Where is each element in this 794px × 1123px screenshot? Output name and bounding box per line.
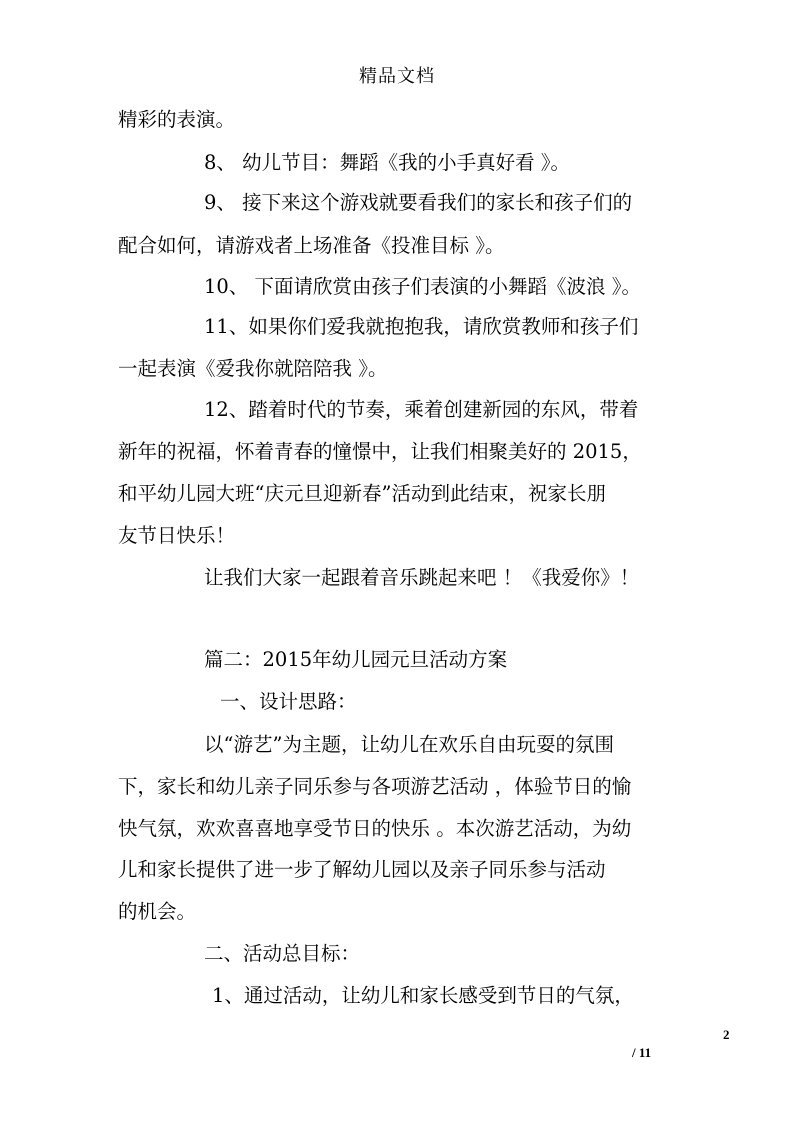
paragraph-line: 友节日快乐！ <box>118 524 236 547</box>
paragraph-line: 和平幼儿园大班“庆元旦迎新春”活动到此结束，祝家长朋 <box>118 482 606 505</box>
paragraph-line: 8、 幼儿节目：舞蹈《我的小手真好看 》。 <box>204 151 571 174</box>
paragraph-line: 1、通过活动，让幼儿和家长感受到节日的气氛， <box>212 984 634 1007</box>
paragraph-line: 一起表演《爱我你就陪陪我 》。 <box>118 357 388 380</box>
paragraph-line: 精彩的表演。 <box>118 108 236 131</box>
paragraph-line: 儿和家长提供了进一步了解幼儿园以及亲子同乐参与活动 <box>118 858 606 881</box>
subsection-heading: 一、设计思路： <box>220 690 357 713</box>
paragraph-line: 11、如果你们爱我就抱抱我，请欣赏教师和孩子们 <box>204 315 639 338</box>
page-total: / 11 <box>632 1045 652 1060</box>
paragraph-line: 12、踏着时代的节奏，乘着创建新园的东风，带着 <box>204 398 639 421</box>
page-header-title: 精品文档 <box>359 66 435 87</box>
paragraph-line: 下，家长和幼儿亲子同乐参与各项游艺活动 ，体验节日的愉 <box>118 775 632 798</box>
paragraph-line: 的机会。 <box>118 900 197 923</box>
paragraph-line: 10、 下面请欣赏由孩子们表演的小舞蹈《波浪 》。 <box>204 275 641 298</box>
paragraph-line: 新年的祝福，怀着青春的憧憬中，让我们相聚美好的 2015， <box>118 440 642 463</box>
page-number: 2 <box>723 1027 730 1042</box>
subsection-heading: 二、活动总目标： <box>204 942 361 965</box>
paragraph-line: 快气氛，欢欢喜喜地享受节日的快乐 。本次游艺活动，为幼 <box>118 817 632 840</box>
section-heading: 篇二：2015年幼儿园元旦活动方案 <box>204 648 508 671</box>
paragraph-line: 9、 接下来这个游戏就要看我们的家长和孩子们的 <box>204 191 633 214</box>
paragraph-line: 以“游艺”为主题，让幼儿在欢乐自由玩耍的氛围 <box>204 733 614 756</box>
paragraph-line: 配合如何，请游戏者上场准备《投准目标 》。 <box>118 234 505 257</box>
paragraph-line: 让我们大家一起跟着音乐跳起来吧 ！《我爱你》！ <box>204 566 640 589</box>
